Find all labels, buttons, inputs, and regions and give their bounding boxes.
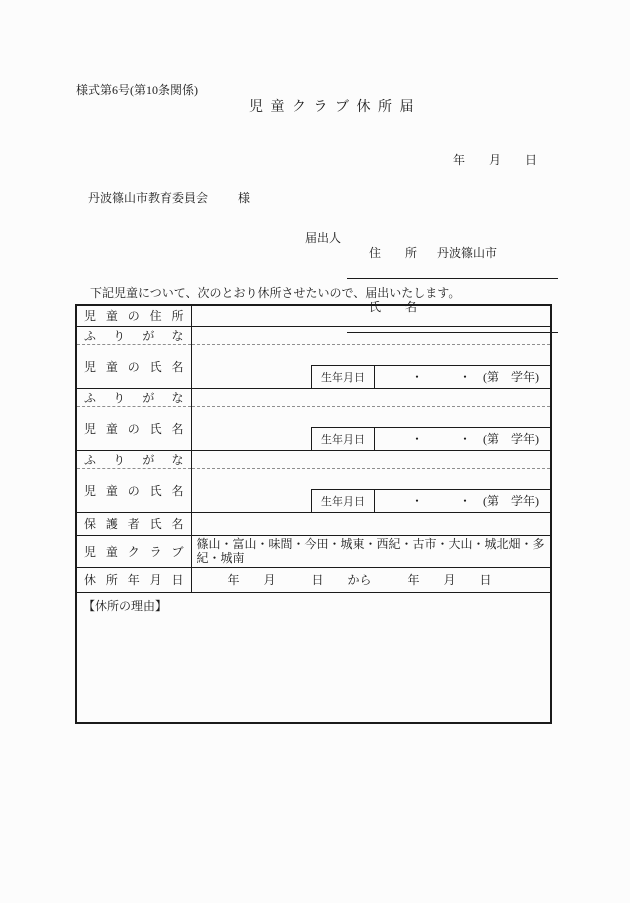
leave-period-label: 休 所 年 月 日 (76, 567, 191, 592)
table-row (76, 450, 551, 468)
leave-reason-cell: 【休所の理由】 (76, 592, 551, 723)
table-row (76, 344, 551, 388)
table-row (76, 326, 551, 344)
child-address-label: 児 童 の 住 所 (76, 305, 191, 326)
table-row (76, 468, 551, 512)
furigana-value-cell-3 (191, 450, 551, 468)
child-name-value-cell-1 (191, 344, 551, 388)
addressee-line (88, 189, 250, 206)
birthdate-value-1: ・ ・ (第 学年) (375, 370, 539, 384)
child-name-label-2: 児 童 の 氏 名 (76, 406, 191, 450)
addressee-honorific: 様 (238, 191, 251, 205)
birthdate-value-3: ・ ・ (第 学年) (375, 494, 539, 508)
document-title: 児 童 ク ラ ブ 休 所 届 (249, 100, 416, 115)
table-row (76, 535, 551, 567)
intro-sentence: 下記児童について、次のとおり休所させたいので、届出いたします。 (90, 286, 461, 300)
birthdate-label-3: 生年月日 (312, 490, 375, 512)
child-name-label-3: 児 童 の 氏 名 (76, 468, 191, 512)
club-label: 児 童 ク ラ ブ (76, 535, 191, 567)
applicant-address-line (347, 228, 558, 279)
birthdate-label-1: 生年月日 (312, 366, 375, 388)
guardian-name-value-cell (191, 512, 551, 535)
applicant-address-value: 丹波篠山市 (437, 246, 498, 260)
child-address-value-cell (191, 305, 551, 326)
birthdate-box-1 (311, 365, 550, 388)
birthdate-box-3 (311, 489, 550, 512)
furigana-value-cell-2 (191, 388, 551, 406)
table-row (76, 512, 551, 535)
furigana-label-2: ふ り が な (76, 388, 191, 406)
applicant-label: 届出人 (305, 231, 342, 245)
guardian-name-label: 保 護 者 氏 名 (76, 512, 191, 535)
furigana-label-1: ふ り が な (76, 326, 191, 344)
furigana-label-3: ふ り が な (76, 450, 191, 468)
applicant-address-label: 住 所 (369, 246, 418, 260)
table-row (76, 592, 551, 723)
table-row (76, 406, 551, 450)
birthdate-label-2: 生年月日 (312, 428, 375, 450)
child-name-value-cell-2 (191, 406, 551, 450)
birthdate-value-2: ・ ・ (第 学年) (375, 432, 539, 446)
date-line: 年 月 日 (453, 153, 538, 167)
table-row (76, 305, 551, 326)
form-number: 様式第6号(第10条関係) (76, 83, 198, 97)
child-name-value-cell-3 (191, 468, 551, 512)
leave-period-value: 年 月 日 から 年 月 日 (191, 567, 551, 592)
club-options: 篠山・富山・味間・今田・城東・西紀・古市・大山・城北畑・多紀・城南 (191, 535, 551, 567)
birthdate-box-2 (311, 427, 550, 450)
furigana-value-cell-1 (191, 326, 551, 344)
leave-form-table (75, 304, 552, 724)
applicant-name-label: 氏 名 (369, 300, 418, 314)
table-row (76, 388, 551, 406)
table-row (76, 567, 551, 592)
addressee-name: 丹波篠山市教育委員会 (88, 191, 209, 205)
child-name-label-1: 児 童 の 氏 名 (76, 344, 191, 388)
